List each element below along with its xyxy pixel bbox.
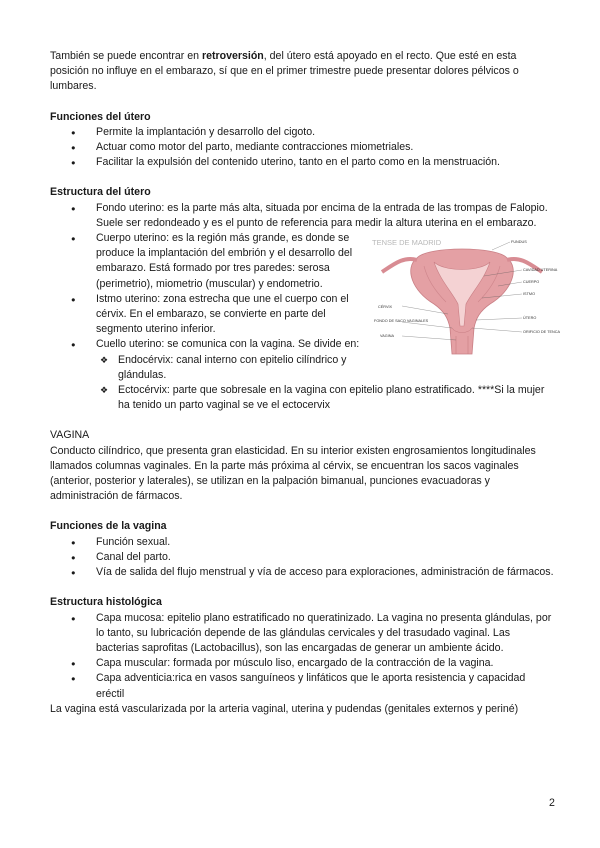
figure-label: CAVIDAD UTERINA <box>523 268 558 272</box>
page-number: 2 <box>549 797 555 809</box>
heading-funciones-utero: Funciones del útero <box>50 110 151 123</box>
intro-paragraph <box>50 49 550 95</box>
figure-label: FONDO DE SACO VAGINALES <box>374 319 429 323</box>
closing-paragraph: La vagina está vascularizada por la arteria vaginal, uterina y pudendas (genitales externos y periné) <box>50 702 519 715</box>
uterus-anatomy-figure <box>372 236 562 364</box>
list-item: ● Función sexual. <box>50 535 555 550</box>
figure-label: CÉRVIX <box>378 305 393 309</box>
list-item: ● Facilitar la expulsión del contenido uterino, tanto en el parto como en la menstruación. <box>50 155 555 170</box>
heading-estructura-utero: Estructura del útero <box>50 186 151 199</box>
figure-label: VAGINA <box>380 334 395 338</box>
figure-watermark: TENSE DE MADRID <box>372 238 442 247</box>
list-item: ● Fondo uterino: es la parte más alta, situada por encima de la entrada de las trompas de Falopio. Suele ser redondeado y es el punto de referencia para medir la altura uterina en el embarazo. <box>50 201 555 231</box>
list-item: ● Cuerpo uterino: es la región más grande, es donde se produce la implantación del embrión y el desarrollo del embarazo. Está formado por tres paredes: serosa (perimetrio), miometrio (muscular) y endometrio. <box>50 231 366 292</box>
list-item: ● Capa adventicia:rica en vasos sanguíneos y linfáticos que le aporta resistencia y capacidad eréctil <box>50 671 555 701</box>
sublist-item: ❖ Ectocérvix: parte que sobresale en la vagina con epitelio plano estratificado. ****Si la mujer ha tenido un parto vaginal se ve el ectocervix <box>96 383 555 413</box>
heading-vagina: VAGINA <box>50 429 90 442</box>
vagina-paragraph: Conducto cilíndrico, que presenta gran elasticidad. En su interior existen engrosamientos longitudinales llamados columnas vaginales. En la parte más próxima al cérvix, se encuentran los sacos vaginales (anterior, posterior y laterales), se utilizan en la palpación bimanual, punciones evacuadoras y administración de fármacos. <box>50 444 536 503</box>
list-estructura-histologica <box>50 611 555 702</box>
figure-label: ORIFICIO DE TENCA <box>523 330 561 334</box>
figure-label: FUNDUS <box>511 240 527 244</box>
list-item: ● Istmo uterino: zona estrecha que une el cuerpo con el cérvix. En el embarazo, se convierte en parte del segmento uterino inferior. <box>50 292 366 338</box>
document-page <box>50 49 561 717</box>
heading-estructura-histologica: Estructura histológica <box>50 596 162 609</box>
list-item: ● Vía de salida del flujo menstrual y vía de acceso para exploraciones, administración de fármacos. <box>50 565 555 580</box>
list-item: ● Capa mucosa: epitelio plano estratificado no queratinizado. La vagina no presenta glándulas, por lo tanto, su lubricación depende de las glándulas cervicales y del trasudado vaginal. Las bacterias saprofitas (Lactobacillus), son las encargadas de generar un ambiente ácido. <box>50 611 555 657</box>
list-item: ● Canal del parto. <box>50 550 555 565</box>
list-item-text: Cuello uterino: se comunica con la vagina. Se divide en: <box>96 338 360 351</box>
list-item: ● Actuar como motor del parto, mediante contracciones miometriales. <box>50 140 555 155</box>
figure-label: ÚTERO <box>523 316 537 320</box>
sublist-item: ❖ Endocérvix: canal interno con epitelio cilíndrico y glándulas. <box>96 353 366 383</box>
figure-label: CUERPO <box>523 280 540 284</box>
list-item: ● Capa muscular: formada por músculo liso, encargado de la contracción de la vagina. <box>50 656 555 671</box>
list-funciones-vagina <box>50 535 555 581</box>
heading-funciones-vagina: Funciones de la vagina <box>50 520 167 533</box>
intro-text-after: , del útero está apoyado en el recto. Que esté en esta posición no influye en el embarazo, sí que en el primer trimestre puede presentar dolores pélvicos o lumbares. <box>50 50 519 93</box>
uterus-illustration <box>372 236 562 364</box>
intro-text-before: También se puede encontrar en <box>50 50 202 62</box>
list-item: ● Permite la implantación y desarrollo del cigoto. <box>50 125 555 140</box>
intro-bold-term: retroversión <box>201 50 264 62</box>
figure-label: ISTMO <box>523 292 536 296</box>
list-funciones-utero <box>50 125 555 171</box>
